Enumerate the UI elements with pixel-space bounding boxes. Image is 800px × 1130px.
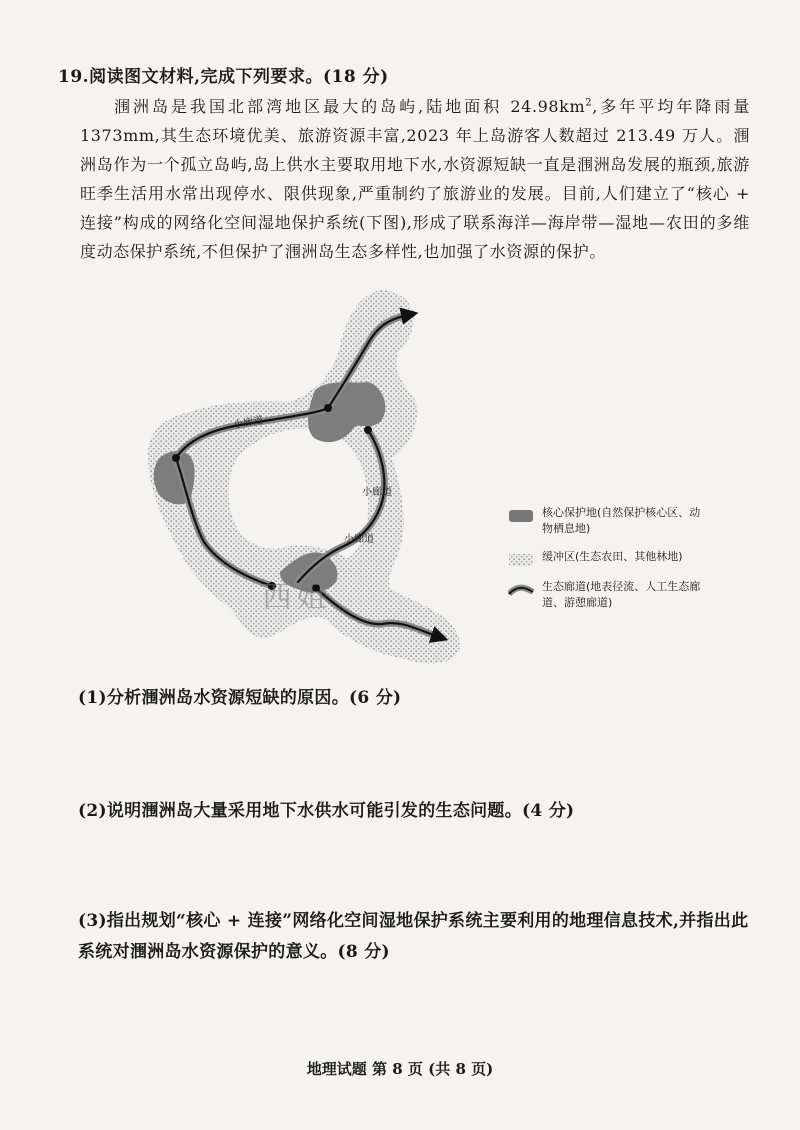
material-text-part1: 涠洲岛是我国北部湾地区最大的岛屿,陆地面积 24.98km — [114, 97, 586, 116]
map-legend — [508, 505, 708, 623]
corridor-label-3: 小廊道 — [344, 534, 374, 545]
corridor-swatch — [508, 583, 534, 597]
watermark: 西姐 — [262, 580, 330, 615]
area-unit-superscript: 2 — [585, 97, 593, 109]
subquestion-3: (3)指出规划“核心 + 连接”网络化空间湿地保护系统主要利用的地理信息技术,并指出此系统对涠洲岛水资源保护的意义。(8 分) — [78, 911, 749, 962]
legend-corridor-text: 生态廊道(地表径流、人工生态廊道、游憩廊道) — [542, 580, 701, 609]
corridor-label-2: 小廊道 — [362, 487, 392, 498]
legend-item-corridor — [508, 579, 708, 611]
buffer-zone-swatch — [508, 553, 534, 567]
legend-buffer-text: 缓冲区(生态农田、其他林地) — [542, 550, 683, 563]
legend-core-text: 核心保护地(自然保护核心区、动物栖息地) — [542, 506, 701, 535]
wetland-network-map — [130, 290, 470, 675]
legend-item-buffer — [508, 549, 708, 567]
question-material — [80, 92, 750, 266]
question-title: 19.阅读图文材料,完成下列要求。(18 分) — [58, 67, 389, 87]
page-footer: 地理试题 第 8 页 (共 8 页) — [306, 1060, 494, 1078]
material-text-part2: ,多年平均年降雨量 1373mm,其生态环境优美、旅游资源丰富,2023 年上岛游客人数超过 213.49 万人。涠洲岛作为一个孤立岛屿,岛上供水主要取用地下水,水资源短缺一直是涠洲岛发展的瓶颈,旅游旺季生活用水常出现停水、限供现象,严重制约了旅游业的发展。目前,人们建立了“核心 + 连接”构成的网络化空间湿地保护系统(下图),形成了联系海洋—海岸带—湿地—农田的多维度动态保护系统,不但保护了涠洲岛生态多样性,也加强了水资源的保护。 — [80, 97, 750, 261]
legend-item-core — [508, 505, 708, 537]
subquestion-1: (1)分析涠洲岛水资源短缺的原因。(6 分) — [78, 688, 402, 708]
corridor-label-1: 小廊道 — [232, 414, 265, 431]
core-area-swatch — [508, 509, 534, 523]
subquestion-2: (2)说明涠洲岛大量采用地下水供水可能引发的生态问题。(4 分) — [78, 801, 575, 821]
